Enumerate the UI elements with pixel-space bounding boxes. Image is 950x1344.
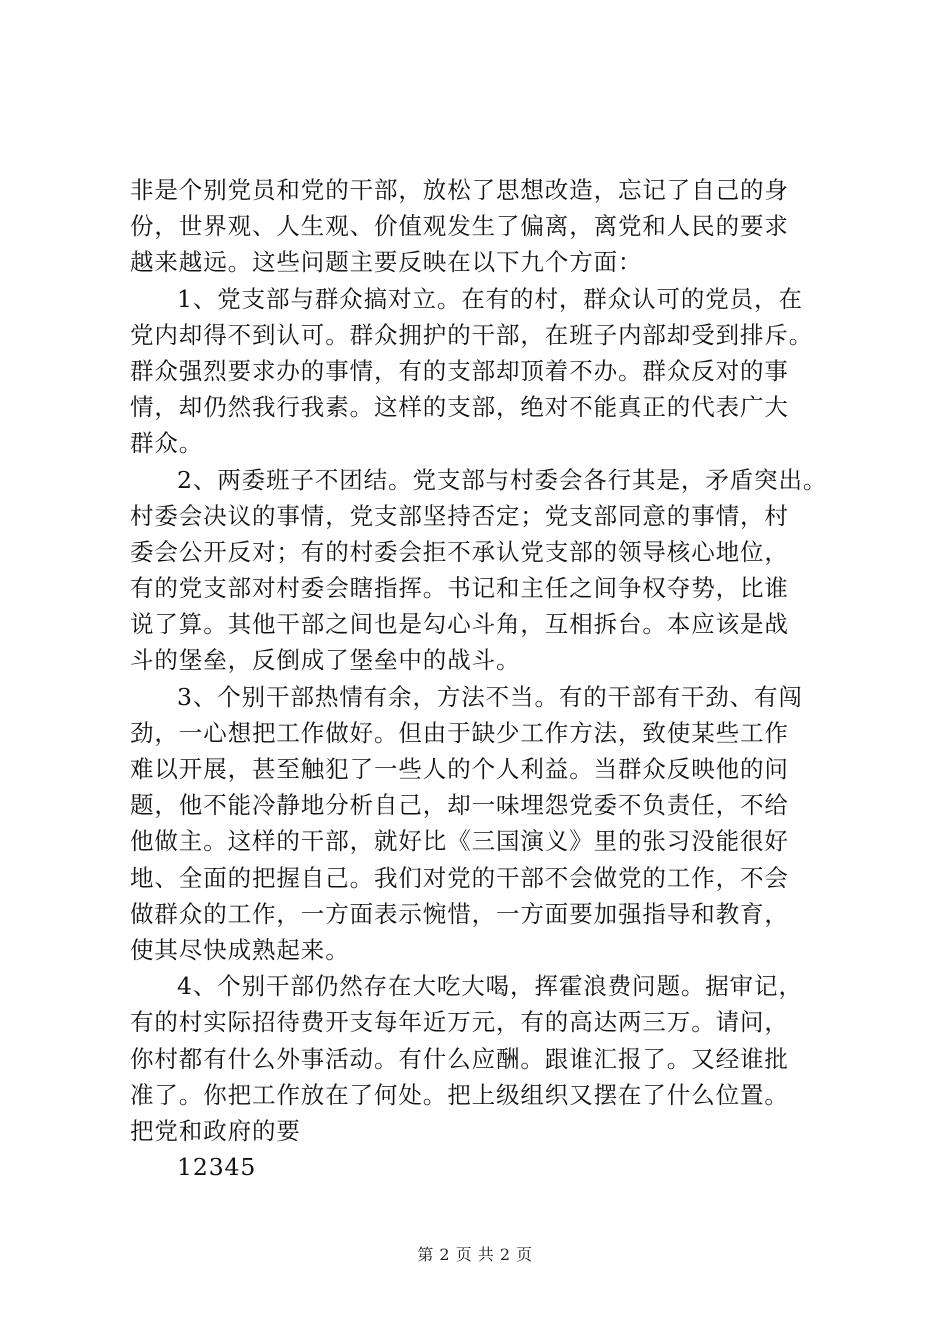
text-line: 党内却得不到认可。群众拥护的干部，在班子内部却受到排斥。 — [130, 320, 814, 349]
text-line: 份，世界观、人生观、价值观发生了偏离，离党和人民的要求 — [130, 212, 789, 241]
text-line: 你村都有什么外事活动。有什么应酬。跟谁汇报了。又经谁批 — [130, 1044, 789, 1073]
text-line: 说了算。其他干部之间也是勾心斗角，互相拆台。本应该是战 — [130, 610, 789, 639]
document-body — [130, 172, 830, 1185]
page-numbers-text: 12345 — [177, 1153, 257, 1182]
text-line: 难以开展，甚至触犯了一些人的个人利益。当群众反映他的问 — [130, 755, 789, 783]
text-line: 委会公开反对；有的村委会拒不承认党支部的领导核心地位， — [130, 537, 789, 566]
text-line: 准了。你把工作放在了何处。把上级组织又摆在了什么位置。 — [130, 1080, 789, 1109]
paragraph-3-start: 3、个别干部热情有余，方法不当。有的干部有干劲、有闯 — [177, 682, 803, 711]
text-line: 地、全面的把握自己。我们对党的干部不会做党的工作，不会 — [130, 863, 789, 892]
text-line: 非是个别党员和党的干部，放松了思想改造，忘记了自己的身 — [130, 176, 789, 204]
text-line: 斗的堡垒，反倒成了堡垒中的战斗。 — [130, 646, 521, 675]
text-line: 使其尽快成熟起来。 — [130, 935, 350, 964]
text-line: 他做主。这样的干部，就好比《三国演义》里的张习没能很好 — [130, 827, 789, 856]
text-line: 做群众的工作，一方面表示惋惜，一方面要加强指导和教育， — [130, 899, 789, 928]
text-line: 越来越远。这些问题主要反映在以下九个方面： — [130, 248, 643, 277]
text-line: 村委会决议的事情，党支部坚持否定；党支部同意的事情，村 — [130, 501, 789, 530]
page-footer: 第 2 页 共 2 页 — [417, 1245, 533, 1264]
text-line: 群众。 — [130, 429, 204, 458]
paragraph-2-start: 2、两委班子不团结。党支部与村委会各行其是，矛盾突出。 — [177, 465, 828, 494]
text-line: 把党和政府的要 — [130, 1116, 301, 1145]
text-line: 有的村实际招待费开支每年近万元，有的高达两三万。请问， — [130, 1008, 789, 1037]
paragraph-1-start: 1、党支部与群众搞对立。在有的村，群众认可的党员，在 — [177, 284, 803, 313]
text-line: 劲，一心想把工作做好。但由于缺少工作方法，致使某些工作 — [130, 718, 789, 747]
text-line: 有的党支部对村委会瞎指挥。书记和主任之间争权夺势，比谁 — [130, 574, 789, 603]
text-line: 情，却仍然我行我素。这样的支部，绝对不能真正的代表广大 — [130, 393, 789, 422]
text-line: 题，他不能冷静地分析自己，却一味埋怨党委不负责任，不给 — [130, 791, 789, 820]
text-line: 群众强烈要求办的事情，有的支部却顶着不办。群众反对的事 — [130, 356, 789, 385]
paragraph-4-start: 4、个别干部仍然存在大吃大喝，挥霍浪费问题。据审记， — [177, 972, 803, 1001]
